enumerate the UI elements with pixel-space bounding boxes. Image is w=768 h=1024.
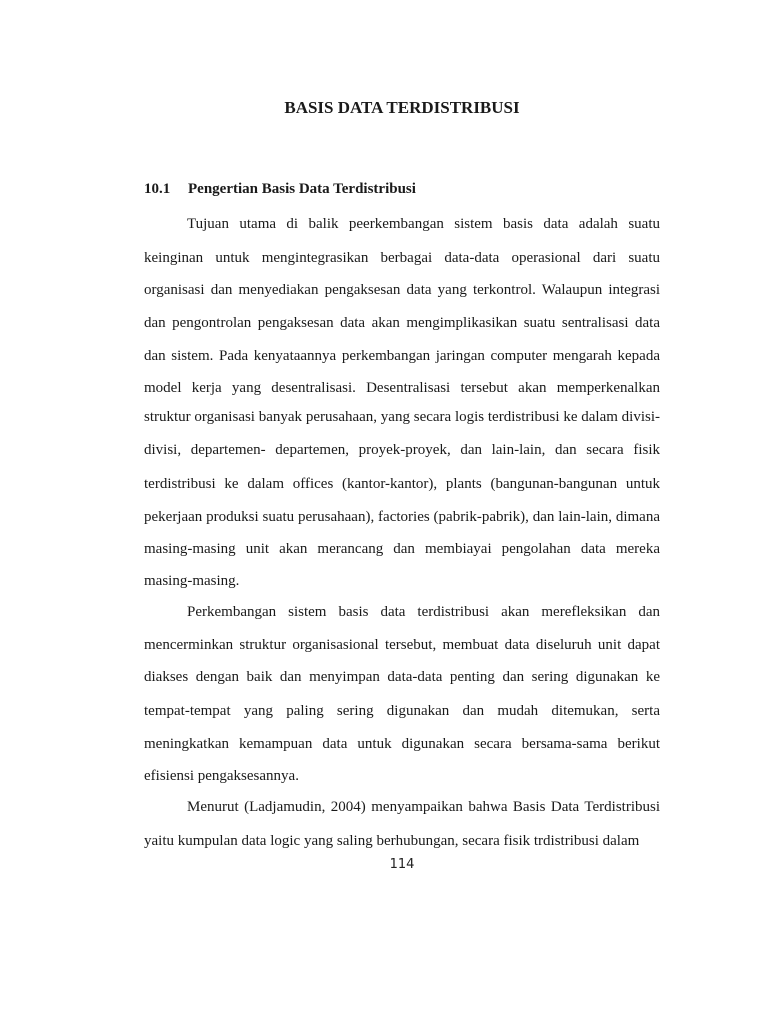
text-line: diakses dengan baik dan menyimpan data-data penting dan sering digunakan ke — [144, 669, 660, 685]
text-line: masing-masing. — [144, 573, 240, 589]
text-line: Menurut (Ladjamudin, 2004) menyampaikan bahwa Basis Data Terdistribusi — [187, 799, 660, 815]
text-line: yaitu kumpulan data logic yang saling berhubungan, secara fisik trdistribusi dalam — [144, 833, 640, 849]
text-line: meningkatkan kemampuan data untuk digunakan secara bersama-sama berikut — [144, 736, 660, 752]
section-title: Pengertian Basis Data Terdistribusi — [188, 181, 416, 197]
text-line: mencerminkan struktur organisasional tersebut, membuat data diseluruh unit dapat — [144, 637, 660, 653]
text-line: masing-masing unit akan merancang dan membiayai pengolahan data mereka — [144, 541, 660, 557]
section-heading — [144, 178, 416, 200]
section-number: 10.1 — [144, 181, 171, 197]
text-line: model kerja yang desentralisasi. Desentralisasi tersebut akan memperkenalkan — [144, 380, 660, 396]
text-line: efisiensi pengaksesannya. — [144, 768, 299, 784]
text-line: organisasi dan menyediakan pengaksesan data yang terkontrol. Walaupun integrasi — [144, 282, 660, 298]
text-line: Perkembangan sistem basis data terdistribusi akan merefleksikan dan — [187, 604, 660, 620]
document-title: BASIS DATA TERDISTRIBUSI — [284, 98, 520, 117]
text-line: divisi, departemen- departemen, proyek-proyek, dan lain-lain, dan secara fisik — [144, 442, 660, 458]
text-line: keinginan untuk mengintegrasikan berbagai data-data operasional dari suatu — [144, 250, 660, 266]
text-line: dan sistem. Pada kenyataannya perkembangan jaringan computer mengarah kepada — [144, 348, 660, 364]
text-line: dan pengontrolan pengaksesan data akan mengimplikasikan suatu sentralisasi data — [144, 315, 660, 331]
text-line: Tujuan utama di balik peerkembangan sistem basis data adalah suatu — [187, 216, 660, 232]
text-line: terdistribusi ke dalam offices (kantor-kantor), plants (bangunan-bangunan untuk — [144, 476, 660, 492]
text-line: pekerjaan produksi suatu perusahaan), factories (pabrik-pabrik), dan lain-lain, dimana — [144, 509, 660, 525]
page-number: 114 — [389, 857, 415, 872]
text-line: tempat-tempat yang paling sering digunakan dan mudah ditemukan, serta — [144, 703, 660, 719]
text-line: struktur organisasi banyak perusahaan, yang secara logis terdistribusi ke dalam divisi- — [144, 409, 660, 425]
